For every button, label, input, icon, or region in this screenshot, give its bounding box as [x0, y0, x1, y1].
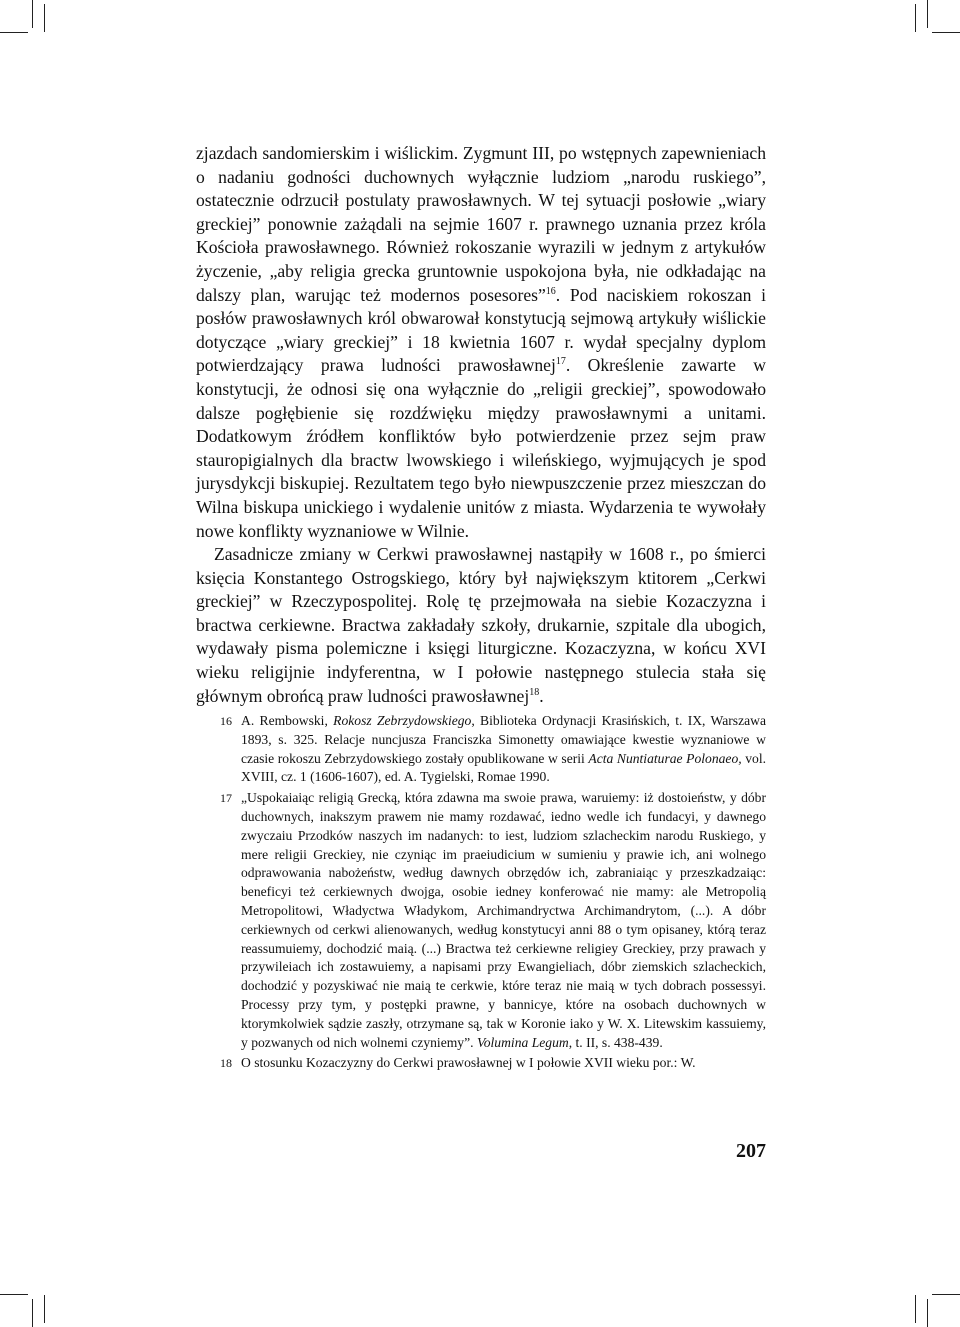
crop-mark — [927, 0, 928, 28]
footnote-text: O stosunku Kozaczyzny do Cerkwi prawosławnej w I połowie XVII wieku por.: W. — [241, 1055, 696, 1071]
footnote-text: , Biblioteka Ordynacji Krasińskich, t. IX, Warszawa 1893, s. 325. Relacje nuncjusza Franciszka Simonetty omawiające kwestie wyznaniowe w czasie rokoszu Zebrzydowskiego zostały opublikowane w serii — [241, 713, 767, 766]
paragraph — [196, 543, 766, 708]
footnote-number: 16 — [220, 714, 232, 728]
crop-mark — [32, 1299, 33, 1327]
crop-mark — [927, 1299, 928, 1327]
footnote-ref[interactable]: 18 — [529, 686, 540, 698]
footnote-title: Rokosz Zebrzydowskiego — [333, 713, 472, 728]
footnote-ref[interactable]: 16 — [545, 285, 556, 297]
crop-mark — [44, 4, 45, 32]
crop-mark — [915, 4, 916, 32]
paragraph-text: Zasadnicze zmiany w Cerkwi prawosławnej nastąpiły w 1608 r., po śmierci księcia Konstantego Ostrogskiego, który był największym ktitorem „Cerkwi greckiej” w Rzeczypospolitej. Rolę tę przejmowała na siebie Kozaczyzna i bractwa cerkiewne. Bractwa zakładały szkoły, drukarnie, szpitale dla ubogich, wydawały pisma polemiczne i księgi liturgiczne. Kozaczyzna, w końcu XVI wieku religijnie indyferentna, w I połowie następnego stulecia stała się głównym obrońcą praw ludności prawosławnej — [196, 544, 766, 706]
crop-mark — [0, 32, 28, 33]
footnote-text: vol. XVIII, cz. 1 (1606-1607), ed. A. Tygielski, Romae 1990. — [241, 750, 766, 785]
footnote-text: , t. II, s. 438-439. — [568, 1034, 663, 1050]
footnotes — [196, 712, 766, 1075]
crop-mark — [32, 0, 33, 28]
paragraph-text: . Określenie zawarte w konstytucji, że odnosi się ona wyłącznie do „religii greckiej”, spowodowało dalsze pogłębienie się rozdźwięku między prawosławnymi a unitami. Dodatkowym źródłem konfliktów było potwierdzenie przez sejm praw stauropigialnych dla bractw lwowskiego i wileńskiego, wyjmujących je spod jurysdykcji biskupiej. Rezultatem tego było niewpuszczenie przez mieszczan do Wilna biskupa unickiego i wydalenie unitów z miasta. Wydarzenia te wywołały nowe konflikty wyznaniowe w Wilnie. — [196, 355, 767, 541]
footnote-number: 18 — [220, 1056, 232, 1071]
footnote — [196, 789, 766, 1052]
footnote-title: Volumina Legum — [476, 1034, 569, 1050]
page-number: 207 — [736, 1140, 766, 1162]
footnote-ref[interactable]: 17 — [555, 356, 566, 368]
crop-mark — [915, 1295, 916, 1323]
body-text — [196, 142, 766, 708]
footnote-text: „Uspokaiaiąc religią Grecką, która zdawna ma swoie prawa, waruiemy: iż dostoieństw, y dóbr duchownych, inakszym prawem nie mamy rozdawać, iedno wedle ich fundacyi, y dawnego zwyczaiu Przodków naszych im nadanych: to iest, ludziom szlacheckim narodu Ruskiego, y mere religii Greckiey, nie czyniąc im praeiudicium w sumieniu y prawie ich, ani wolnego odprawowania nabożeństw, według dawnych obrzędów ich, zabraniaiąc y przeszkadzaiąc: beneficyi też cerkiewnych dwojga, osobie iedney konferować nie mamy: ale Metropolią Metropolitowi, Władyctwa Władykom, Archimandryctwa Archimandrytom, (...). A dóbr cerkiewnych od cerkwi alienowanych, według konstytucyi anni 88 o tym opisaney, którą teraz reassumuiemy, dochodzić maią. (...) Bractwa też cerkiewne religiey Greckiey, przy prawach y przywileiach ich zostawuiemy, a napisami przy Ewangieliach, dóbr ziemskich szlacheckich, dochodzić y pozyskiwać nie maią te cerkwie, które teraz nie maią w tych dobrach possessyi. Processy przy tym, y postępki prawne, y bannicye, które na osobach duchownych w ktorymkolwiek sądzie zaszły, otrzymane są, tak w Koronie iako y W. X. Litewskim kassuiemy, y pozwanych od nich wolnemi czyniemy”. — [241, 790, 766, 1050]
paragraph-text: . Pod naciskiem rokoszan i posłów prawosławnych król obwarował konstytucją sejmową artykuły wiślickie dotyczące „wiary greckiej” i 18 kwietnia 1607 r. wydał specjalny dyplom potwierdzający prawa ludności prawosławnej — [196, 284, 766, 376]
footnote — [196, 1054, 766, 1073]
crop-mark — [44, 1295, 45, 1323]
footnote-title: Acta Nuntiaturae Polonaeo, — [588, 750, 742, 766]
paragraph — [196, 142, 766, 543]
paragraph-text: . — [539, 685, 544, 706]
footnote-number: 17 — [220, 791, 232, 806]
footnote — [196, 712, 766, 787]
paragraph-text: zjazdach sandomierskim i wiślickim. Zygmunt III, po wstępnych zapewnieniach o nadaniu godności duchownych wyłącznie ludziom „narodu ruskiego”, ostatecznie odrzucił postulaty prawosławnych. W tej sytuacji posłowie „wiary greckiej” ponownie zażądali na sejmie 1607 r. prawnego uznania przez króla Kościoła prawosławnego. Również rokoszanie wyrazili w jednym z artykułów życzenie, „aby religia grecka gruntownie uspokojona była, nie odkładając na dalszy plan, warując też modernos posesores” — [196, 143, 766, 305]
crop-mark — [0, 1294, 28, 1295]
crop-mark — [932, 1294, 960, 1295]
footnote-text: A. Rembowski, — [241, 713, 334, 728]
crop-mark — [932, 32, 960, 33]
